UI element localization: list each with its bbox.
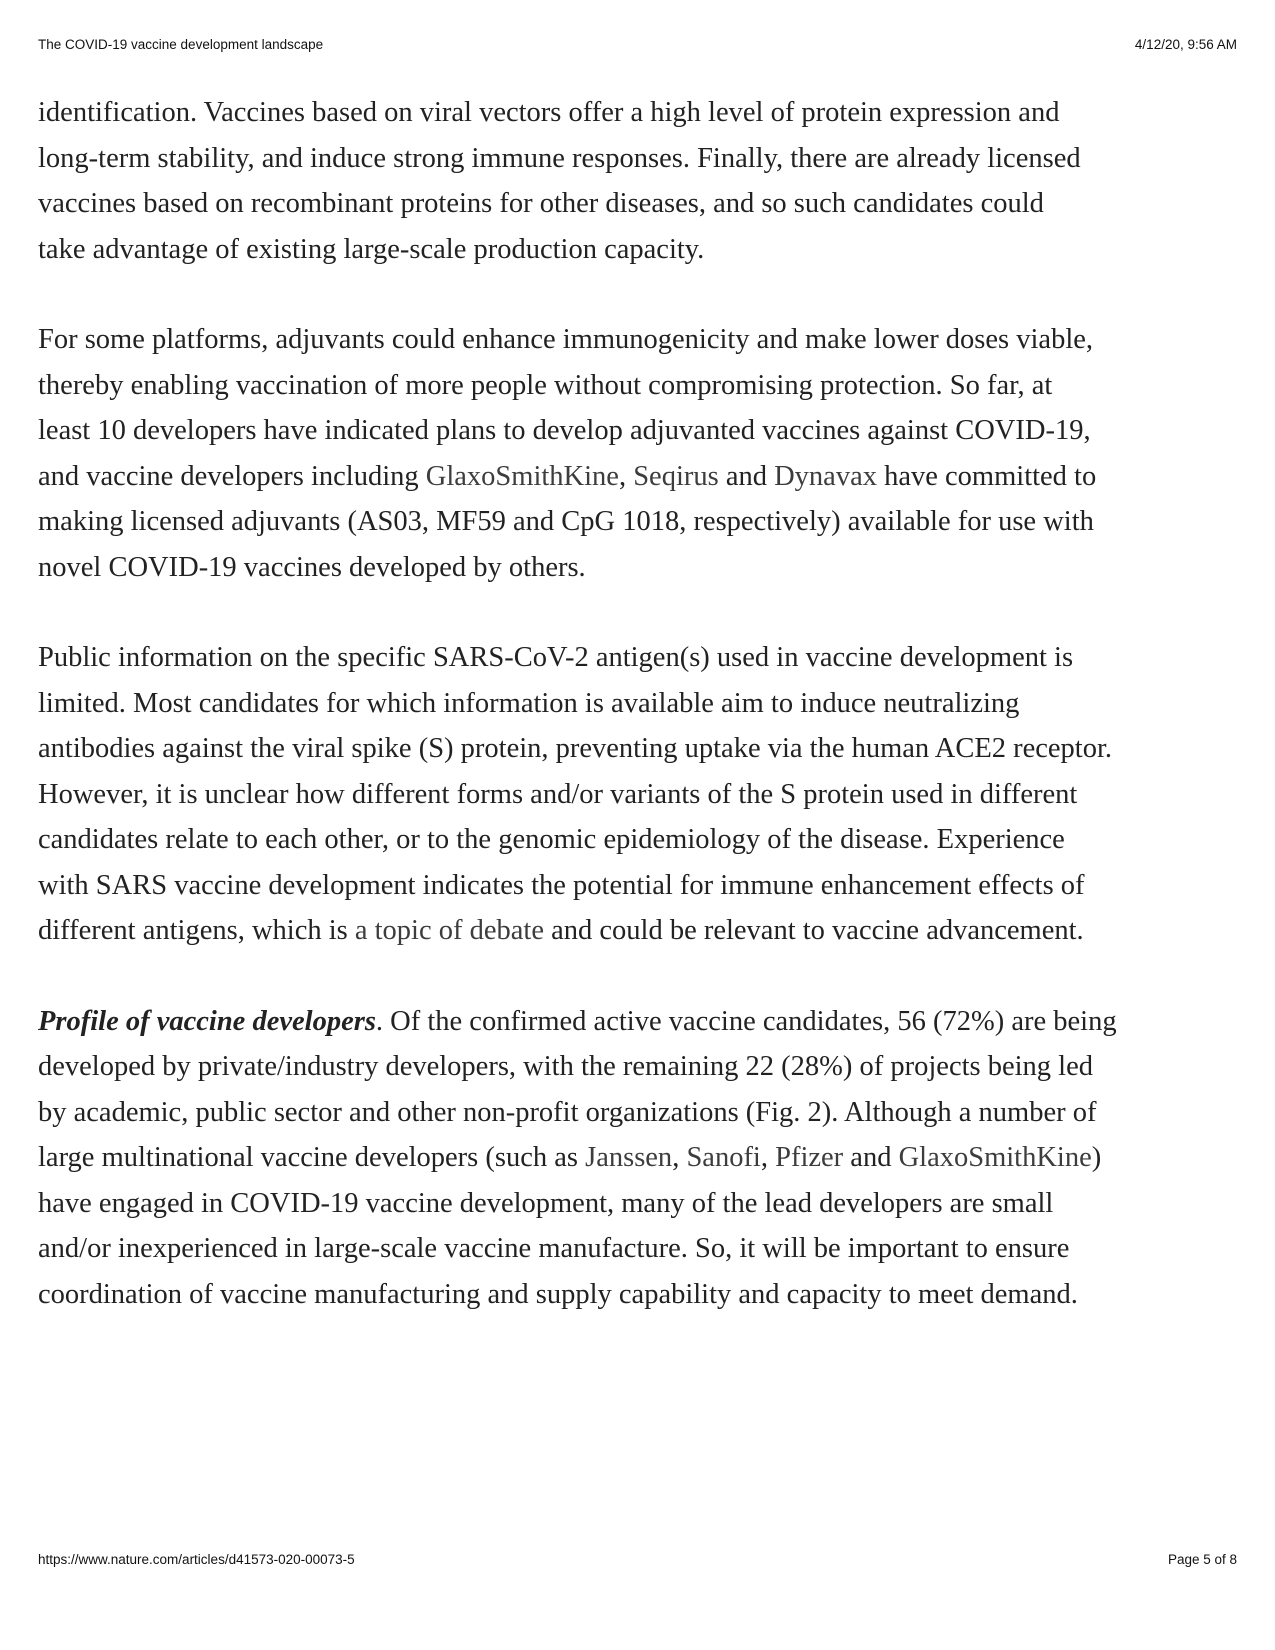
article-body [38,90,1238,1362]
text-line: For some platforms, adjuvants could enhance immunogenicity and make lower doses viable, [38,324,1094,355]
paragraph-adjuvants [38,317,1238,590]
page-number: Page 5 of 8 [1167,1552,1237,1567]
text-line: identification. Vaccines based on viral vectors offer a high level of protein expression and [38,97,1060,128]
page-url: https://www.nature.com/articles/d41573-020-00073-5 [38,1552,355,1567]
text-line: have engaged in COVID-19 vaccine development, many of the lead developers are small [38,1187,1054,1219]
text-line: take advantage of existing large-scale production capacity. [38,233,705,265]
text-line: long-term stability, and induce strong immune responses. Finally, there are already licensed [38,142,1081,174]
link-glaxosmithkine[interactable]: GlaxoSmithKine [898,1142,1092,1173]
paragraph-developer-profile [38,999,1238,1318]
text-line: thereby enabling vaccination of more people without compromising protection. So far, at [38,369,1053,401]
text-fragment: , [760,1142,776,1173]
text-line: antibodies against the viral spike (S) protein, preventing uptake via the human ACE2 receptor. [38,733,1113,764]
link-topic-of-debate[interactable]: a topic of debate [354,915,544,946]
text-line: However, it is unclear how different forms and/or variants of the S protein used in different [38,778,1078,810]
link-pfizer[interactable]: Pfizer [775,1142,844,1173]
paragraph-antigens [38,635,1238,954]
text-fragment: ) [1091,1142,1102,1173]
text-line: and/or inexperienced in large-scale vaccine manufacture. So, it will be important to ensure [38,1233,1070,1264]
link-dynavax[interactable]: Dynavax [774,460,877,492]
text-line: vaccines based on recombinant proteins for other diseases, and so such candidates could [38,188,1044,219]
text-line [38,908,1238,954]
text-fragment: and [843,1142,899,1173]
text-line: novel COVID-19 vaccines developed by others. [38,551,586,583]
text-line: Public information on the specific SARS-CoV-2 antigen(s) used in vaccine development is [38,642,1074,673]
text-line: making licensed adjuvants (AS03, MF59 and CpG 1018, respectively) available for use with [38,506,1094,537]
text-line: with SARS vaccine development indicates the potential for immune enhancement effects of [38,869,1085,901]
text-line [38,454,1238,500]
text-line [38,999,1238,1045]
text-line: by academic, public sector and other non-profit organizations (Fig. 2). Although a number of [38,1096,1097,1128]
text-fragment: and vaccine developers including [38,460,426,492]
print-header [38,37,1237,55]
link-seqirus[interactable]: Seqirus [633,460,719,492]
print-footer [38,1552,1237,1570]
text-fragment: different antigens, which is [38,915,355,946]
link-glaxosmithkine[interactable]: GlaxoSmithKine [425,460,619,492]
print-datetime: 4/12/20, 9:56 AM [1134,37,1237,52]
text-line: limited. Most candidates for which information is available aim to induce neutralizing [38,687,1020,719]
text-fragment: . Of the confirmed active vaccine candidates, 56 (72%) are being [375,1005,1117,1037]
text-fragment: have committed to [876,460,1097,492]
link-sanofi[interactable]: Sanofi [686,1142,761,1173]
section-lead-in: Profile of vaccine developers [38,1005,376,1037]
text-fragment: and could be relevant to vaccine advancement. [543,915,1084,946]
text-line: least 10 developers have indicated plans to develop adjuvanted vaccines against COVID-19, [38,415,1091,446]
document-title: The COVID-19 vaccine development landscape [38,37,324,52]
text-line: coordination of vaccine manufacturing and supply capability and capacity to meet demand. [38,1278,1078,1310]
text-line [38,1135,1238,1181]
link-janssen[interactable]: Janssen [585,1142,673,1173]
text-fragment: , [672,1142,687,1173]
paragraph-viral-vectors [38,90,1238,272]
text-fragment: and [718,460,775,492]
text-fragment: large multinational vaccine developers (such as [38,1142,586,1173]
text-fragment: , [618,460,634,492]
text-line: candidates relate to each other, or to the genomic epidemiology of the disease. Experience [38,824,1065,855]
text-line: developed by private/industry developers, with the remaining 22 (28%) of projects being led [38,1051,1094,1082]
